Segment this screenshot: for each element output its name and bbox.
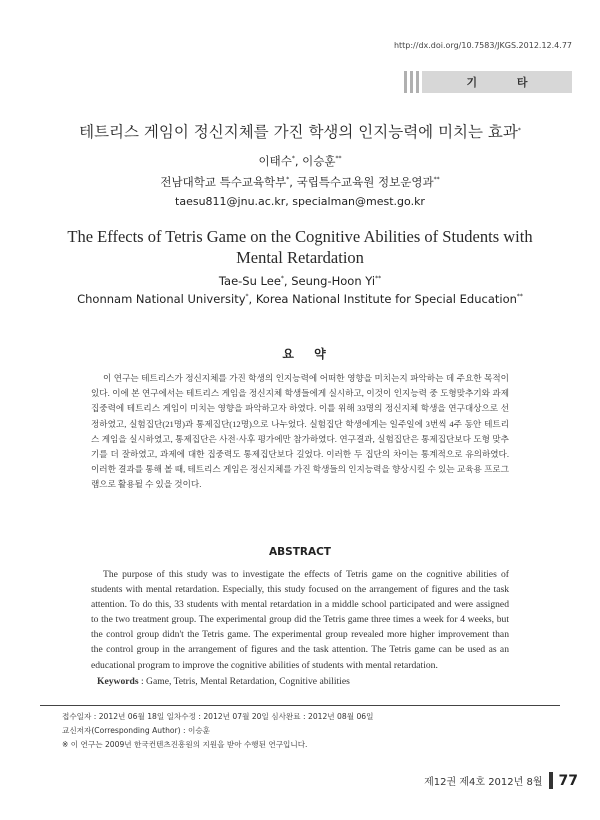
korean-authors [0, 153, 600, 169]
english-abstract-heading: ABSTRACT [269, 546, 331, 558]
footnote-divider [40, 705, 560, 706]
journal-issue: 제12권 제4호 2012년 8월 [424, 777, 543, 788]
korean-affiliations [0, 174, 600, 190]
footer-divider-bar [549, 772, 553, 789]
category-badge [404, 71, 572, 93]
keywords-line [97, 676, 350, 687]
affiliation-mark: * [286, 176, 290, 183]
category-label: 기 타 [422, 71, 572, 93]
category-stripe [404, 71, 407, 93]
english-title-line: Mental Retardation [236, 248, 364, 267]
affiliation-separator: , [248, 292, 256, 306]
english-affiliations [0, 292, 600, 306]
category-stripe [410, 71, 413, 93]
page-footer [424, 772, 578, 789]
author-separator: , [294, 154, 303, 168]
author-name: Tae-Su Lee [218, 274, 281, 288]
affiliation: 전남대학교 특수교육학부 [160, 175, 287, 189]
author-name: 이승훈 [302, 154, 336, 168]
affiliation: Korea National Institute for Special Education [255, 292, 517, 306]
affiliation-mark: ** [516, 293, 523, 300]
page-number: 77 [558, 772, 578, 789]
author-mark: * [291, 155, 295, 162]
keywords-list: : Game, Tetris, Mental Retardation, Cognitive abilities [138, 676, 350, 687]
affiliation-mark: ** [433, 176, 440, 183]
affiliation: 국립특수교육원 정보운영과 [296, 175, 434, 189]
korean-abstract-heading: 요 약 [282, 347, 334, 361]
author-separator: , [283, 274, 292, 288]
english-title [0, 226, 600, 268]
category-stripe [416, 71, 419, 93]
author-name: Seung-Hoon Yi [291, 274, 376, 288]
affiliation-separator: , [289, 175, 297, 189]
english-abstract-body: The purpose of this study was to investigate the effects of Tetris game on the cognitive abilities of students with mental retardation. Especially, this study focused on the arrangement of figures and the task attention. To do this, 33 students with mental retardation in a middle school participated and were assigned to the two treatment group. The experimental group did the Tetris game three times a week for 4 weeks, but the control group didn't the Tetris game. The experimental group revealed more higher improvement than the control group in the arrangement of figures and the task attention. The Tetris game can be used as an educational program to improve the cognitive abilities of students with mental retardation. [91, 569, 509, 671]
author-mark: ** [335, 155, 342, 162]
korean-title-text: 테트리스 게임이 정신지체를 가진 학생의 인지능력에 미치는 효과 [79, 123, 518, 141]
affiliation: Chonnam National University [77, 292, 246, 306]
author-mark: ** [375, 275, 382, 282]
english-authors [0, 274, 600, 288]
footnote-dates: 접수일자 : 2012년 06월 18일 일차수정 : 2012년 07월 20일 심사완료 : 2012년 08월 06일 [62, 712, 374, 721]
keywords-label: Keywords [97, 676, 139, 687]
author-mark: * [280, 275, 284, 282]
author-emails: taesu811@jnu.ac.kr, specialman@mest.go.kr [175, 195, 425, 208]
doi-link[interactable]: http://dx.doi.org/10.7583/JKGS.2012.12.4.77 [393, 41, 572, 50]
footnote-funding: ※ 이 연구는 2009년 한국컨텐츠진흥원의 지원을 받아 수행된 연구입니다. [62, 740, 308, 749]
footnote-corresponding-author: 교신저자(Corresponding Author) : 이승훈 [62, 726, 211, 735]
korean-title [0, 120, 600, 142]
title-footnote-mark: * [517, 127, 521, 134]
english-title-line: The Effects of Tetris Game on the Cognitive Abilities of Students with [67, 227, 533, 246]
affiliation-mark: * [245, 293, 249, 300]
korean-abstract-body: 이 연구는 테트리스가 정신지체를 가진 학생의 인지능력에 어떠한 영향을 미치는지 파악하는 데 주요한 목적이 있다. 이에 본 연구에서는 테트리스 게임을 정신지체 학생들에게 실시하고, 이것이 인지능력 중 도형맞추기와 과제집중력에 테트리스 게임이 미치는 영향을 파악하고자 하였다. 이를 위해 33명의 정신지체 학생을 연구대상으로 선정하였고, 실험집단(21명)과 통제집단(12명)으로 나누었다. 실험집단 학생에게는 일주일에 3번씩 4주 동안 테트리스 게임을 실시하였고, 통제집단은 사전·사후 평가에만 참가하였다. 연구결과, 실험집단은 통제집단보다 도형 맞추기를 더 잘하였고, 과제에 대한 집중력도 통제집단보다 길었다. 이러한 두 집단의 차이는 통계적으로 유의하였다. 이러한 결과를 통해 볼 때, 테트리스 게임은 정신지체를 가진 학생들의 인지능력을 향상시킬 수 있는 교육용 프로그램으로 활용될 수 있을 것이다. [91, 373, 509, 490]
author-name: 이태수 [258, 154, 292, 168]
